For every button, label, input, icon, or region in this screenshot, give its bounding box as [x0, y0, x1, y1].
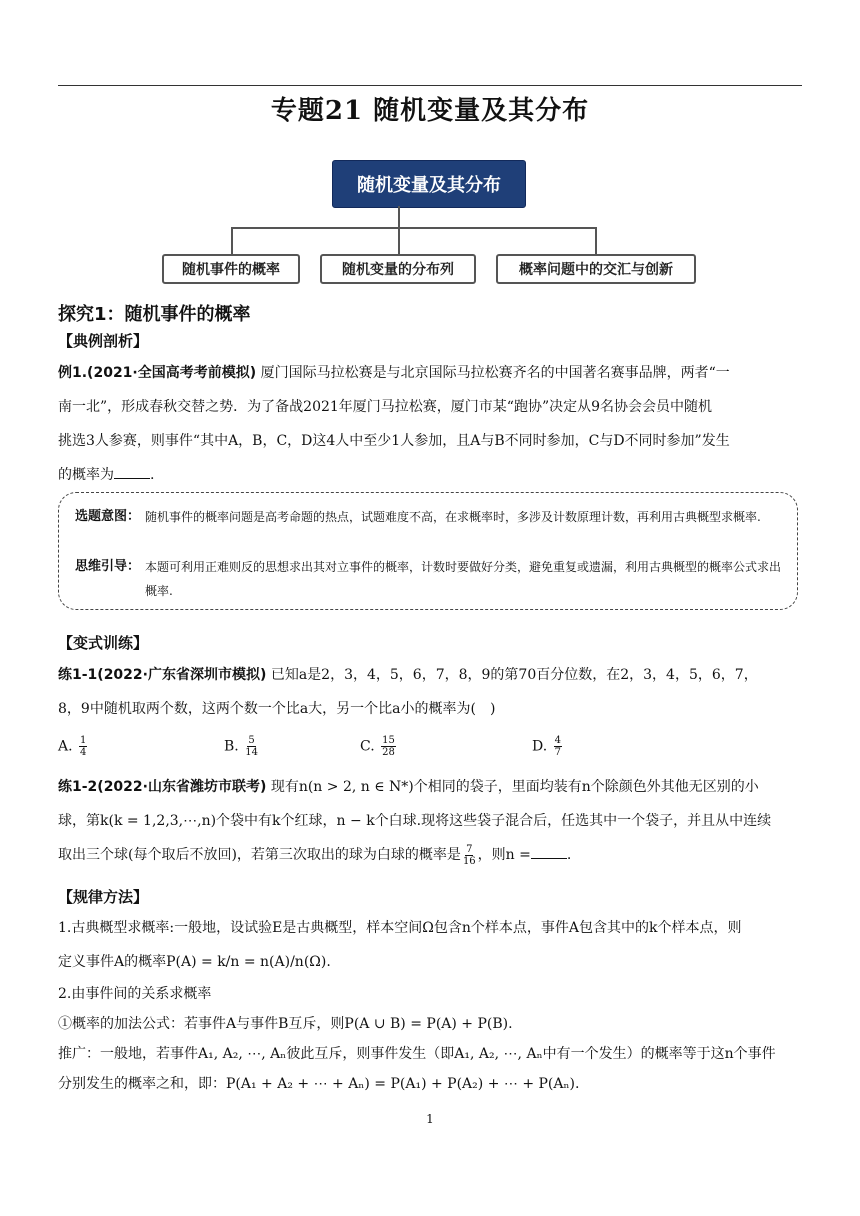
- intent-box: [58, 492, 798, 610]
- exercise-1-1: [58, 658, 802, 726]
- exercise-text: 球，第k(k = 1,2,3,⋯,n)个袋中有k个红球，n − k个白球.现将这些袋子混合后，任选其中一个袋子，并且从中连续: [58, 813, 772, 829]
- header-rule: [58, 85, 802, 86]
- method-text: 1.古典概型求概率:一般地，设试验E是古典概型，样本空间Ω包含n个样本点，事件A包含其中的k个样本点，则: [58, 920, 742, 936]
- example-text: 挑选3人参赛，则事件“其中A，B，C，D这4人中至少1人参加，且A与B不同时参加，C与D不同时参加”发生: [58, 433, 730, 449]
- option-d: D. $\frac{4}{7}$: [532, 735, 562, 758]
- guide-row: [75, 555, 781, 603]
- method-text: 2.由事件间的关系求概率: [58, 986, 212, 1002]
- intent-row: [75, 505, 781, 529]
- exercise-text: 取出三个球(每个取后不放回)，若第三次取出的球为白球的概率是: [58, 847, 461, 863]
- exercise-text: ，则n =: [477, 847, 531, 863]
- guide-text: 本题可利用正难则反的思想求出其对立事件的概率，计数时要做好分类，避免重复或遗漏，利用古典概型的概率公式求出概率.: [145, 560, 782, 598]
- method-body: [58, 911, 802, 1099]
- intent-text: 随机事件的概率问题是高考命题的热点，试题难度不高，在求概率时，多涉及计数原理计数，再利用古典概型求概率.: [145, 510, 761, 524]
- probability-fraction: $\frac{7}{16}$: [462, 843, 476, 867]
- method-text: 定义事件A的概率P(A) = k/n = n(A)/n(Ω).: [58, 954, 331, 970]
- guide-label: 思维引导：: [75, 559, 141, 574]
- option-b: B. $\frac{5}{14}$: [224, 735, 258, 758]
- option-a: A. $\frac{1}{4}$: [58, 735, 87, 758]
- example-1: 例1.(2021·全国高考考前模拟) 厦门国际马拉松赛是与北京国际马拉松赛齐名的中国著名赛事品牌，两者“一 南一北”，形成春秋交替之势．为了备战2021年厦门马拉松赛，厦门市某“跑协”决定从9名协会会员中随机 挑选3人参赛，则事件“其中A，B，C，D这4人中至少1人参加，且A与B不同时参加，C与D不同时参加”发生 的概率为 .: [58, 356, 802, 492]
- method-text: 推广：一般地，若事件A₁, A₂, ⋯, Aₙ彼此互斥，则事件发生（即A₁, A₂, ⋯, Aₙ中有一个发生）的概率等于这n个事件: [58, 1046, 776, 1062]
- mindmap-connector: [398, 206, 400, 228]
- page-title: 专题21 随机变量及其分布: [270, 96, 590, 126]
- exercise-label: 练1-1(2022·广东省深圳市模拟): [58, 667, 267, 683]
- example-text: 厦门国际马拉松赛是与北京国际马拉松赛齐名的中国著名赛事品牌，两者“一: [260, 365, 730, 381]
- option-c: C. $\frac{15}{28}$: [360, 735, 395, 758]
- example-text: 的概率为: [58, 467, 114, 483]
- method-text: 分别发生的概率之和，即：P(A₁ + A₂ + ⋯ + Aₙ) = P(A₁) + P(A₂) + ⋯ + P(Aₙ).: [58, 1076, 580, 1092]
- exercise-1-2: 练1-2(2022·山东省潍坊市联考) 现有n(n > 2, n ∈ N*)个相同的袋子，里面均装有n个除颜色外其他无区别的小 球，第k(k = 1,2,3,⋯,n)个袋中有k个红球，n − k个白球.现将这些袋子混合后，任选其中一个袋子，并且从中连续 取出三个球(每个取后不放回)，若第三次取出的球为白球的概率是 $\frac{7}{16}$ ，则n = .: [58, 770, 802, 872]
- mindmap-connector: [231, 227, 233, 254]
- section-heading: 探究1：随机事件的概率: [58, 304, 251, 325]
- method-heading: 【规律方法】: [58, 888, 149, 906]
- method-text: ①概率的加法公式：若事件A与事件B互斥，则P(A ∪ B) = P(A) + P(B).: [58, 1016, 513, 1032]
- variation-heading: 【变式训练】: [58, 634, 149, 652]
- intent-label: 选题意图：: [75, 509, 141, 524]
- mindmap-root: 随机变量及其分布: [332, 160, 526, 208]
- mindmap-child-innovation: 概率问题中的交汇与创新: [496, 254, 696, 284]
- page-number: 1: [426, 1112, 434, 1126]
- answer-blank: [531, 844, 567, 859]
- exercise-text: 现有n(n > 2, n ∈ N*)个相同的袋子，里面均装有n个除颜色外其他无区别的小: [270, 779, 759, 795]
- exercise-text: 已知a是2，3，4，5，6，7，8，9的第70百分位数，在2，3，4，5，6，7，: [270, 667, 758, 683]
- mindmap-connector: [595, 227, 597, 254]
- exercise-label: 练1-2(2022·山东省潍坊市联考): [58, 779, 267, 795]
- mindmap-child-random-event: 随机事件的概率: [162, 254, 300, 284]
- mindmap-connector: [231, 227, 597, 229]
- answer-blank: [114, 464, 150, 479]
- example-label: 例1.(2021·全国高考考前模拟): [58, 365, 257, 381]
- typical-heading: 【典例剖析】: [58, 332, 149, 350]
- mindmap-connector: [398, 227, 400, 254]
- mindmap-child-distribution: 随机变量的分布列: [320, 254, 476, 284]
- exercise-text: 8，9中随机取两个数，这两个数一个比a大，另一个比a小的概率为( ): [58, 701, 496, 717]
- example-text: 南一北”，形成春秋交替之势．为了备战2021年厦门马拉松赛，厦门市某“跑协”决定从9名协会会员中随机: [58, 399, 713, 415]
